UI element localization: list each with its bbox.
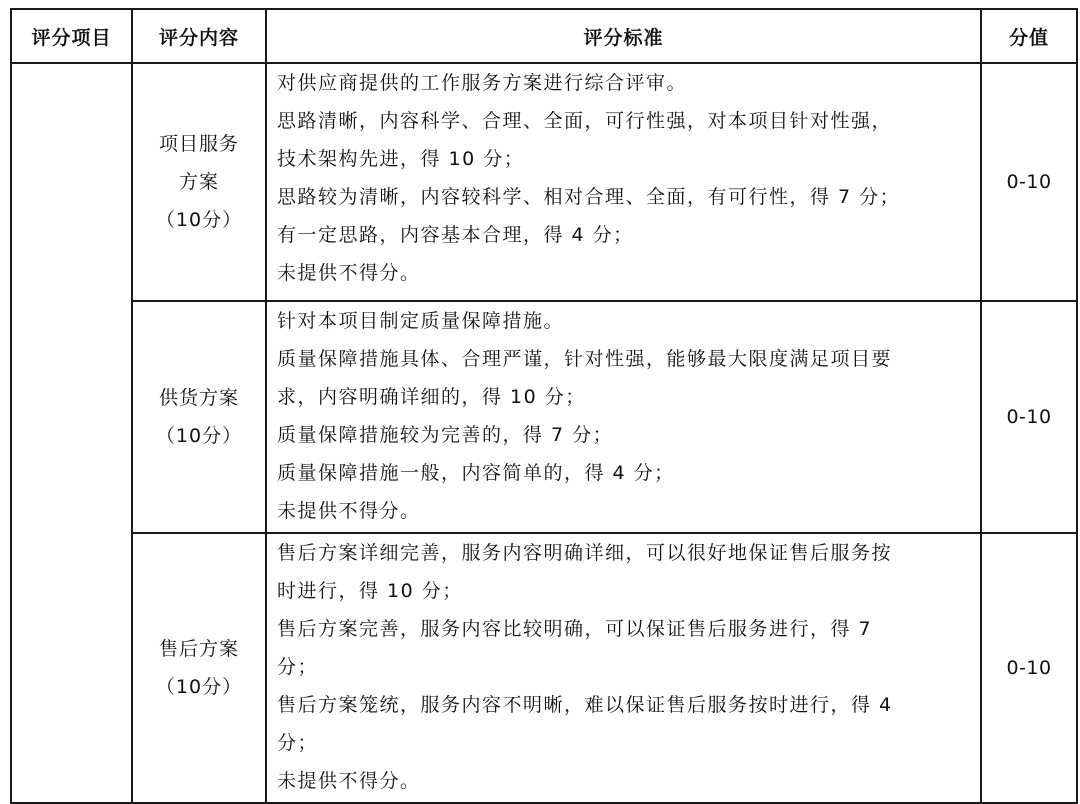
header-standard: 评分标准 [266,9,981,63]
standard-line: 未提供不得分。 [277,500,421,522]
content-cell [132,301,266,533]
standard-line: 思路清晰，内容科学、合理、全面，可行性强，对本项目针对性强， [277,110,893,132]
standard-line: 未提供不得分。 [277,770,421,792]
value-cell: 0-10 [981,63,1077,301]
standard-cell [266,533,981,803]
table-row [11,63,1077,301]
content-points: （10分） [155,209,243,231]
content-name: 供货方案 [158,387,239,409]
value-cell: 0-10 [981,301,1077,533]
standard-line: 质量保障措施较为完善的，得 7 分； [277,424,614,446]
standard-line: 对供应商提供的工作服务方案进行综合评审。 [277,72,688,94]
standard-line: 技术架构先进，得 10 分； [277,148,525,170]
standard-line: 针对本项目制定质量保障措施。 [277,310,565,332]
standard-line: 售后方案笼统，服务内容不明晰，难以保证售后服务按时进行，得 4 [277,694,893,716]
standard-line: 时进行，得 10 分； [277,580,463,602]
content-cell [132,63,266,301]
content-cell [132,533,266,803]
standard-line: 质量保障措施一般，内容简单的，得 4 分； [277,462,675,484]
standard-line: 思路较为清晰，内容较科学、相对合理、全面，有可行性，得 7 分； [277,186,901,208]
item-cell [11,63,132,803]
standard-line: 有一定思路，内容基本合理，得 4 分； [277,224,634,246]
header-value: 分值 [981,9,1077,63]
content-name: 售后方案 [158,638,239,660]
content-points: （10分） [155,676,243,698]
standard-line: 质量保障措施具体、合理严谨，针对性强，能够最大限度满足项目要 [277,348,893,370]
standard-line: 求，内容明确详细的，得 10 分； [277,386,586,408]
table-header-row [11,9,1077,63]
value-cell: 0-10 [981,533,1077,803]
standard-line: 分； [277,732,319,754]
standard-line: 分； [277,656,319,678]
table-row [11,301,1077,533]
standard-line: 售后方案完善，服务内容比较明确，可以保证售后服务进行，得 7 [277,618,873,640]
header-item: 评分项目 [11,9,132,63]
table-row [11,533,1077,803]
standard-cell [266,63,981,301]
content-points: （10分） [155,425,243,447]
standard-line: 售后方案详细完善，服务内容明确详细，可以很好地保证售后服务按 [277,542,893,564]
standard-cell [266,301,981,533]
scoring-table [10,8,1078,804]
content-name: 项目服务方案 [158,133,239,193]
standard-line: 未提供不得分。 [277,262,421,284]
header-content: 评分内容 [132,9,266,63]
